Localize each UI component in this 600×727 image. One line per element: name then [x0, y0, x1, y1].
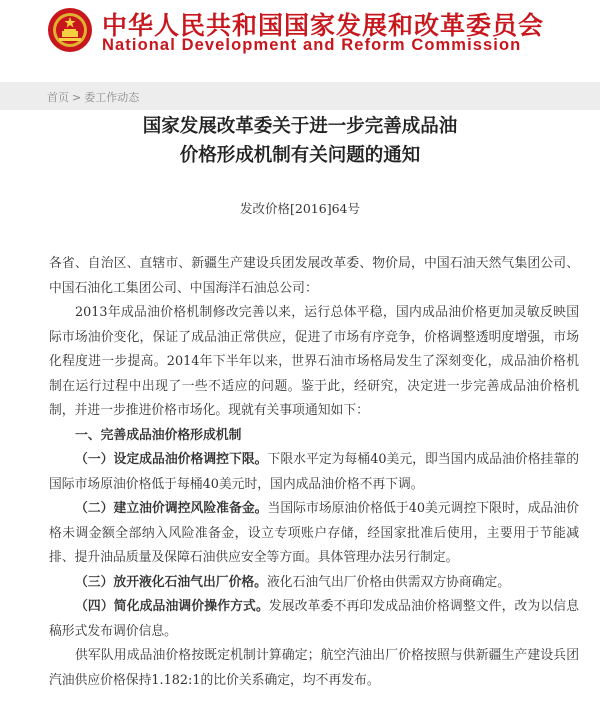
item-1-text: 下限水平定为每桶40美元，即当国内成品油价格挂靠的国际市场原油价格低于每桶40美元时，国内成品油价格不再下调。: [49, 452, 579, 492]
addressee-paragraph: 各省、自治区、直辖市、新疆生产建设兵团发展改革委、物价局，中国石油天然气集团公司、中国石油化工集团公司、中国海洋石油总公司：: [49, 256, 579, 296]
article-title: [0, 112, 600, 170]
section-1-heading: 一、完善成品油价格形成机制: [75, 427, 242, 443]
last-paragraph: 供军队用成品油价格按既定机制计算确定；航空汽油出厂价格按照与供新疆生产建设兵团汽油供应价格保持1.182:1的比价关系确定，均不再发布。: [49, 648, 579, 688]
article-title-line-2: 价格形成机制有关问题的通知: [179, 145, 421, 166]
breadcrumb-section-link[interactable]: 委工作动态: [84, 91, 140, 104]
site-title-en: National Development and Reform Commission: [102, 36, 522, 54]
intro-paragraph: 2013年成品油价格机制修改完善以来，运行总体平稳，国内成品油价格更加灵敏反映国际市场油价变化，保证了成品油正常供应，促进了市场有序竞争，价格调整透明度增强，市场化程度进一步提高。2014年下半年以来，世界石油市场格局发生了深刻变化，成品油价格机制在运行过程中出现了一些不适应的问题。鉴于此，经研究，决定进一步完善成品油价格机制，并进一步推进价格市场化。现就有关事项通知如下：: [49, 305, 579, 418]
site-title-cn: 中华人民共和国国家发展和改革委员会: [102, 11, 545, 40]
item-3-lead: （三）放开液化石油气出厂价格。: [75, 574, 267, 590]
breadcrumb-home-link[interactable]: 首页: [47, 91, 69, 104]
article-title-line-1: 国家发展改革委关于进一步完善成品油: [142, 116, 458, 137]
item-1-lead: （一）设定成品油价格调控下限。: [75, 452, 268, 467]
item-2-lead: （二）建立油价调控风险准备金。: [75, 501, 268, 516]
item-2-text: 当国际市场原油价格低于40美元调控下限时，成品油价格未调金额全部纳入风险准备金，设立专项账户存储，经国家批准后使用，主要用于节能减排、提升油品质量及保障石油供应安全等方面。具体管理办法另行制定。: [49, 501, 579, 565]
article-body: [49, 252, 579, 693]
item-3-paragraph: [49, 571, 579, 596]
national-emblem-icon: [47, 7, 93, 53]
item-2-paragraph: [49, 497, 579, 571]
item-4-text: 发展改革委不再印发成品油价格调整文件，改为以信息稿形式发布调价信息。: [49, 599, 580, 639]
breadcrumb: [0, 82, 600, 110]
site-header: [0, 0, 600, 75]
item-4-lead: （四）简化成品油调价操作方式。: [75, 599, 269, 614]
item-3-text: 液化石油气出厂价格由供需双方协商确定。: [266, 574, 511, 590]
document-number: 发改价格[2016]64号: [240, 201, 360, 216]
item-4-paragraph: [49, 595, 579, 644]
breadcrumb-separator: >: [72, 91, 82, 104]
item-1-paragraph: [49, 448, 579, 497]
